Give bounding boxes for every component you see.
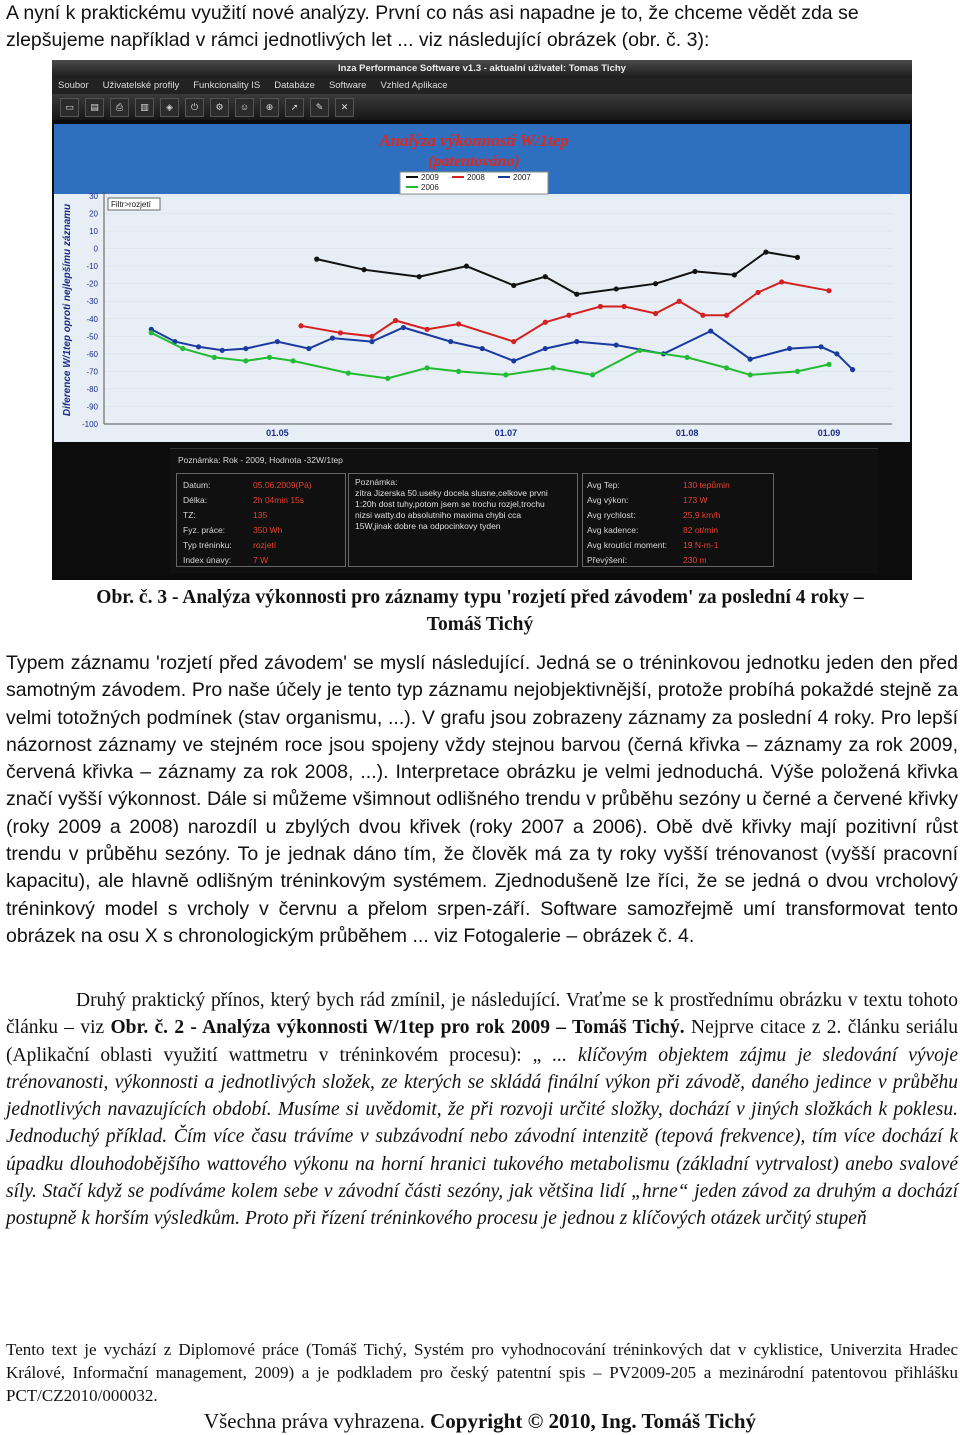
data-point-2007 (243, 346, 248, 351)
edit-icon[interactable]: ✎ (310, 98, 329, 117)
data-point-2006 (267, 355, 272, 360)
data-point-2009 (543, 274, 548, 279)
series-line-2007 (151, 328, 852, 370)
data-point-2006 (456, 369, 461, 374)
delete-icon[interactable]: ✕ (335, 98, 354, 117)
info-key: TZ: (183, 510, 196, 520)
window-title: Inza Performance Software v1.3 - aktualní uživatel: Tomas Tichy (52, 60, 912, 78)
para2-text-b: Nejprve citace z 2. článku seriálu (Aplikační oblasti využití wattmetru v tréninkovém procesu): „ (6, 1017, 958, 1066)
data-point-2008 (724, 313, 729, 318)
data-point-2007 (401, 325, 406, 330)
y-tick-label: -60 (86, 349, 98, 359)
data-point-2007 (850, 367, 855, 372)
series-line-2009 (317, 252, 798, 294)
data-point-2008 (424, 327, 429, 332)
user-icon[interactable]: ☺ (235, 98, 254, 117)
data-point-2009 (614, 286, 619, 291)
data-point-2009 (574, 292, 579, 297)
data-point-2008 (755, 290, 760, 295)
legend-label: 2008 (467, 173, 485, 182)
y-tick-label: -100 (81, 420, 98, 429)
data-point-2006 (724, 365, 729, 370)
y-tick-label: -40 (86, 314, 98, 324)
data-point-2007 (748, 357, 753, 362)
data-point-2008 (369, 334, 374, 339)
info-value: 7 W (253, 555, 269, 565)
intro-paragraph: A nyní k praktickému využití nové analýzy. První co nás asi napadne je to, že chceme vědět zda se zlepšujeme například v rámci jednotlivých let ... viz následující obrázek (obr. č. 3): (6, 2, 859, 51)
data-point-2006 (685, 355, 690, 360)
y-tick-label: -80 (86, 384, 98, 394)
menu-item[interactable]: Software (328, 80, 367, 91)
data-point-2008 (621, 304, 626, 309)
info-note-title: Poznámka: (355, 477, 398, 487)
settings-icon[interactable]: ⚙ (210, 98, 229, 117)
data-point-2009 (314, 257, 319, 262)
data-point-2007 (480, 346, 485, 351)
body-paragraph-2 (6, 987, 958, 1233)
caption-line-1: Obr. č. 3 - Analýza výkonnosti pro záznamy typu 'rozjetí před závodem' za poslední 4 roky – (96, 587, 864, 608)
data-point-2008 (566, 313, 571, 318)
y-tick-label: -70 (86, 367, 98, 377)
data-point-2008 (511, 339, 516, 344)
info-left-box (176, 473, 346, 567)
data-point-2006 (795, 369, 800, 374)
data-point-2009 (763, 250, 768, 255)
data-point-2009 (732, 272, 737, 277)
chart-title: Analýza výkonnosti W/1tep (379, 131, 569, 150)
data-point-2008 (677, 299, 682, 304)
data-point-2007 (708, 328, 713, 333)
info-key: Avg kroutící moment: (587, 540, 668, 550)
legend-label: 2009 (421, 173, 439, 182)
software-screenshot (52, 60, 912, 580)
data-point-2006 (149, 330, 154, 335)
zoom-icon[interactable]: ⊕ (260, 98, 279, 117)
info-key: Avg rychlost: (587, 510, 636, 520)
info-key: Fyz. práce: (183, 525, 226, 535)
info-value: rozjetí (253, 540, 277, 550)
menu-item[interactable]: Soubor (58, 80, 89, 91)
data-point-2007 (275, 339, 280, 344)
y-axis-title: Diference W/1tep oproti nejlepšímu záznamu (62, 203, 73, 417)
chart-subtitle: (patentováno) (428, 153, 520, 170)
data-point-2006 (637, 348, 642, 353)
info-key: Avg výkon: (587, 495, 629, 505)
data-point-2006 (385, 376, 390, 381)
data-point-2007 (818, 344, 823, 349)
menu-item[interactable]: Uživatelské profily (102, 80, 180, 91)
caption-line-2: Tomáš Tichý (426, 614, 534, 635)
pointer-icon[interactable]: ➚ (285, 98, 304, 117)
data-point-2007 (220, 348, 225, 353)
power-icon[interactable]: ⏻ (185, 98, 204, 117)
copyright-rights: Všechna práva vyhrazena. (203, 1409, 431, 1433)
para2-figure-ref: Obr. č. 2 - Analýza výkonnosti W/1tep pro rok 2009 – Tomáš Tichý. (110, 1017, 685, 1039)
data-point-2007 (330, 335, 335, 340)
data-point-2008 (298, 323, 303, 328)
info-key: Avg kadence: (587, 525, 639, 535)
y-tick-label: 30 (89, 192, 98, 201)
info-value: 230 m (683, 555, 707, 565)
data-point-2006 (291, 358, 296, 363)
info-value: 05.06.2009(Pá) (253, 480, 312, 490)
data-point-2008 (338, 330, 343, 335)
body-paragraph-1: Typem záznamu 'rozjetí před závodem' se myslí následující. Jedná se o tréninkovou jednotku jeden den před samotným závodem. Pro naše účely je tento typ záznamu nejobjektivnější, protože probíhá pokaždé stejně za velmi totožných podmínek (stav organismu, ...). V grafu jsou zobrazeny záznamy za poslední 4 roky. Pro lepší názornost záznamy ve stejném roce jsou spojeny vždy stejnou barvou (černá křivka – záznamy za rok 2009, červená křivka – záznamy za rok 2008, ...). Interpretace obrázku je velmi jednoduchá. Výše položená křivka značí vyšší výkonnost. Dále si můžeme všimnout odlišného trendu v průběhu sezóny u černé a červené křivky (roky 2009 a 2008) narozdíl u zbylých dvou křivek (roky 2007 a 2006). Obě dvě křivky mají pozitivní růst trendu v průběhu sezóny. To je jednak dáno tím, že člověk má za ty roky vyšší trénovanost (vyšší pracovní kapacitu), ale hlavně odlišným tréninkovým systémem. Zjednodušeně lze říci, že se jedná o dvou vrcholový tréninkový model s vrcholy v červnu a přelom srpen-září. Software samozřejmě umí transformovat tento obrázek na osu X s chronologickým průběhem ... viz Fotogalerie – obrázek č. 4. (6, 652, 958, 947)
data-point-2006 (748, 372, 753, 377)
filter-label: Filtr>rozjetí (111, 200, 151, 209)
data-point-2009 (795, 255, 800, 260)
x-tick-label: 01.08 (675, 428, 699, 438)
legend-label: 2007 (513, 173, 531, 182)
info-key: Datum: (183, 480, 211, 490)
series-line-2008 (301, 282, 829, 342)
para2-quote: ... klíčovým objektem zájmu je sledování vývoje trénovanosti, výkonnosti a jednotlivých složek, ze kterých se skládá finální výkon při závodě, daného jedince v průběhu jednotlivých navazujících období. Musíme si uvědomit, že při rozvoji určité složky, dochází v jiných složkách k poklesu. Jednoduchý příklad. Čím více času trávíme v subzávodní nebo závodní intenzitě (tepová frekvence), tím více dochází k úpadku dlouhodobějšího wattového výkonu na horní hranici tukového metabolismu (základní vytrvalost) anebo svalové síly. Stačí když se podíváme kolem sebe v závodní části sezóny, jak většina lidí „hrne“ jeden závod za druhým a dochází postupně k horším výsledkům. Proto při řízení tréninkového procesu je jednou z klíčových otázek určitý stupeň (6, 1044, 958, 1230)
info-value: 2h 04min 15s (253, 495, 305, 505)
data-point-2008 (826, 288, 831, 293)
y-tick-label: -20 (86, 279, 98, 289)
info-right-box (582, 473, 774, 567)
data-point-2009 (511, 283, 516, 288)
data-point-2006 (826, 362, 831, 367)
data-point-2006 (346, 371, 351, 376)
info-key: Délka: (183, 495, 208, 505)
x-tick-label: 01.05 (266, 428, 289, 438)
data-point-2009 (417, 274, 422, 279)
info-value: 130 tepůmin (683, 480, 730, 490)
x-tick-label: 01.07 (494, 428, 518, 438)
figure-caption (0, 584, 960, 638)
info-key: Převýšení: (587, 555, 628, 565)
data-point-2007 (306, 346, 311, 351)
analysis-icon[interactable]: ◈ (160, 98, 179, 117)
info-value: 173 W (683, 495, 708, 505)
data-point-2009 (653, 281, 658, 286)
info-value: 19 N·m-1 (683, 540, 719, 550)
menu-item[interactable]: Databáze (274, 80, 315, 91)
data-point-2007 (369, 339, 374, 344)
data-point-2009 (692, 269, 697, 274)
data-point-2008 (456, 321, 461, 326)
info-key: Typ tréninku: (183, 540, 232, 550)
y-tick-label: 20 (89, 209, 98, 219)
info-value: 82 ot/min (683, 525, 718, 535)
info-panel (170, 448, 878, 573)
info-key: Index únavy: (183, 555, 232, 565)
data-point-2007 (543, 346, 548, 351)
toolbar (52, 94, 912, 120)
data-point-2006 (243, 358, 248, 363)
info-key: Avg Tep: (587, 480, 620, 490)
copyright-owner: Copyright © 2010, Ing. Tomáš Tichý (430, 1409, 757, 1433)
copyright-line (0, 1408, 960, 1435)
data-point-2006 (551, 365, 556, 370)
data-point-2006 (590, 372, 595, 377)
data-point-2007 (511, 358, 516, 363)
data-point-2008 (700, 313, 705, 318)
y-tick-label: -50 (86, 332, 98, 342)
data-point-2008 (543, 320, 548, 325)
save-icon[interactable]: ▤ (85, 98, 104, 117)
data-point-2006 (180, 346, 185, 351)
info-note-box (348, 473, 578, 567)
data-point-2007 (448, 339, 453, 344)
legend-label: 2006 (421, 183, 439, 192)
data-point-2009 (361, 267, 366, 272)
chart-svg (54, 124, 910, 442)
info-value: 135 (253, 510, 268, 520)
para2-text-a: Druhý praktický přínos, který bych rád zmínil, je následující. Vraťme se k prostřednímu obrázku v textu tohoto článku – viz (6, 990, 958, 1039)
data-point-2007 (834, 351, 839, 356)
y-tick-label: -30 (86, 297, 98, 307)
menu-item[interactable]: Funkcionality IS (193, 80, 261, 91)
x-tick-label: 01.09 (817, 428, 841, 438)
data-point-2008 (598, 304, 603, 309)
data-point-2007 (196, 344, 201, 349)
data-point-2008 (779, 279, 784, 284)
info-note-line: nizsi watty.do absolutniho maxima chybi cca (355, 510, 522, 520)
data-point-2008 (653, 311, 658, 316)
info-note-line: 15W,jinak dobre na odpocinkovy tyden (355, 521, 501, 531)
data-point-2006 (212, 355, 217, 360)
data-point-2007 (614, 342, 619, 347)
menu-bar (52, 78, 912, 94)
print-icon[interactable]: ⎙ (110, 98, 129, 117)
open-icon[interactable]: ▭ (60, 98, 79, 117)
info-note-line: zítra Jizerska 50.useky docela slusne,celkove prvni (355, 488, 548, 498)
footer-note: Tento text je vychází z Diplomové práce (Tomáš Tichý, Systém pro vyhodnocování tréninkových dat v cyklistice, Univerzita Hradec Králové, Informační management, 2009) a je podkladem pro český patentní spis – PV2009-205 a mezinárodní patentovou přihlášku PCT/CZ2010/000032. (6, 1340, 958, 1405)
data-point-2009 (464, 264, 469, 269)
y-tick-label: -90 (86, 402, 98, 412)
y-tick-label: -10 (86, 262, 98, 272)
y-tick-label: 0 (93, 244, 98, 254)
data-point-2006 (503, 372, 508, 377)
info-value: 25.9 km/h (683, 510, 721, 520)
info-value: 350 Wh (253, 525, 283, 535)
chart-icon[interactable]: ▥ (135, 98, 154, 117)
analysis-chart (54, 124, 910, 442)
y-tick-label: 10 (89, 227, 98, 237)
data-point-2008 (393, 318, 398, 323)
data-point-2007 (574, 339, 579, 344)
data-point-2007 (787, 346, 792, 351)
data-point-2006 (424, 365, 429, 370)
menu-item[interactable]: Vzhled Aplikace (380, 80, 448, 91)
info-note: Poznámka: Rok - 2009, Hodnota -32W/1tep (178, 455, 343, 465)
info-note-line: 1:20h dost tuhy,potom jsem se trochu rozjel,trochu (355, 499, 545, 509)
info-note-text (355, 488, 548, 532)
